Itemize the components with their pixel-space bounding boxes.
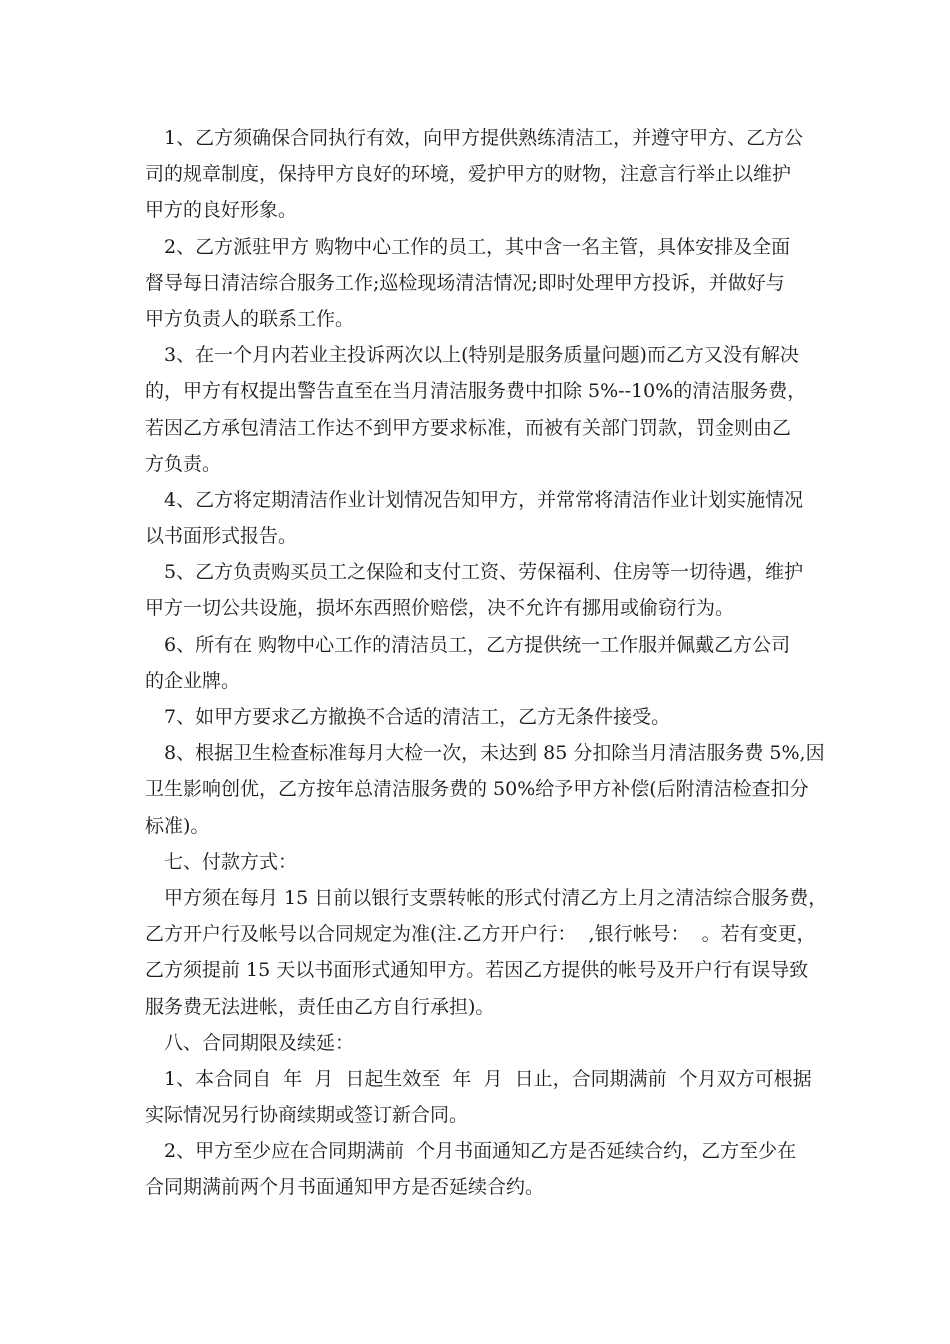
- text-line: 七、付款方式：: [164, 850, 298, 873]
- text-line: 八、合同期限及续延：: [164, 1031, 355, 1054]
- text-line: 5、乙方负责购买员工之保险和支付工资、劳保福利、住房等一切待遇，维护: [164, 561, 804, 584]
- text-line: 方负责。: [145, 452, 222, 475]
- text-line: 的，甲方有权提出警告直至在当月清洁服务费中扣除 5%--10%的清洁服务费，: [145, 380, 807, 403]
- document-body: [145, 120, 828, 1206]
- text-line: 1、本合同自 年 月 日起生效至 年 月 日止，合同期满前 个月双方可根据: [164, 1067, 812, 1090]
- text-line: 乙方须提前 15 天以书面形式通知甲方。若因乙方提供的帐号及开户行有误导致: [145, 959, 809, 982]
- text-line: 督导每日清洁综合服务工作;巡检现场清洁情况;即时处理甲方投诉，并做好与: [145, 271, 785, 294]
- text-line: 若因乙方承包清洁工作达不到甲方要求标准，而被有关部门罚款，罚金则由乙: [145, 416, 792, 439]
- text-line: 乙方开户行及帐号以合同规定为准(注.乙方开户行： ,银行帐号： 。若有变更，: [145, 923, 816, 946]
- text-line: 以书面形式报告。: [145, 525, 298, 548]
- text-line: 7、如甲方要求乙方撤换不合适的清洁工，乙方无条件接受。: [164, 706, 671, 728]
- text-line: 的企业牌。: [145, 669, 241, 692]
- text-line: 甲方须在每月 15 日前以银行支票转帐的形式付清乙方上月之清洁综合服务费，: [164, 886, 828, 909]
- text-line: 标准)。: [145, 814, 210, 837]
- text-line: 实际情况另行协商续期或签订新合同。: [145, 1104, 469, 1127]
- text-line: 2、乙方派驻甲方 购物中心工作的员工，其中含一名主管，具体安排及全面: [164, 235, 791, 258]
- text-line: 甲方的良好形象。: [145, 199, 298, 222]
- text-line: 3、在一个月内若业主投诉两次以上(特别是服务质量问题)而乙方又没有解决: [164, 344, 799, 367]
- text-line: 合同期满前两个月书面通知甲方是否延续合约。: [145, 1176, 545, 1199]
- text-line: 4、乙方将定期清洁作业计划情况告知甲方，并常常将清洁作业计划实施情况: [164, 488, 804, 511]
- text-line: 6、所有在 购物中心工作的清洁员工，乙方提供统一工作服并佩戴乙方公司: [164, 633, 791, 656]
- text-line: 服务费无法进帐，责任由乙方自行承担)。: [145, 995, 495, 1018]
- text-line: 卫生影响创优，乙方按年总清洁服务费的 50%给予甲方补偿(后附清洁检查扣分: [145, 778, 809, 801]
- text-line: 8、根据卫生检查标准每月大检一次，未达到 85 分扣除当月清洁服务费 5%,因: [164, 742, 825, 765]
- text-line: 甲方一切公共设施，损坏东西照价赔偿，决不允许有挪用或偷窃行为。: [145, 597, 735, 620]
- text-line: 司的规章制度，保持甲方良好的环境，爱护甲方的财物，注意言行举止以维护: [145, 163, 792, 186]
- text-line: 2、甲方至少应在合同期满前 个月书面通知乙方是否延续合约，乙方至少在: [164, 1140, 797, 1163]
- text-line: 1、乙方须确保合同执行有效，向甲方提供熟练清洁工，并遵守甲方、乙方公: [164, 127, 804, 149]
- text-line: 甲方负责人的联系工作。: [145, 307, 355, 330]
